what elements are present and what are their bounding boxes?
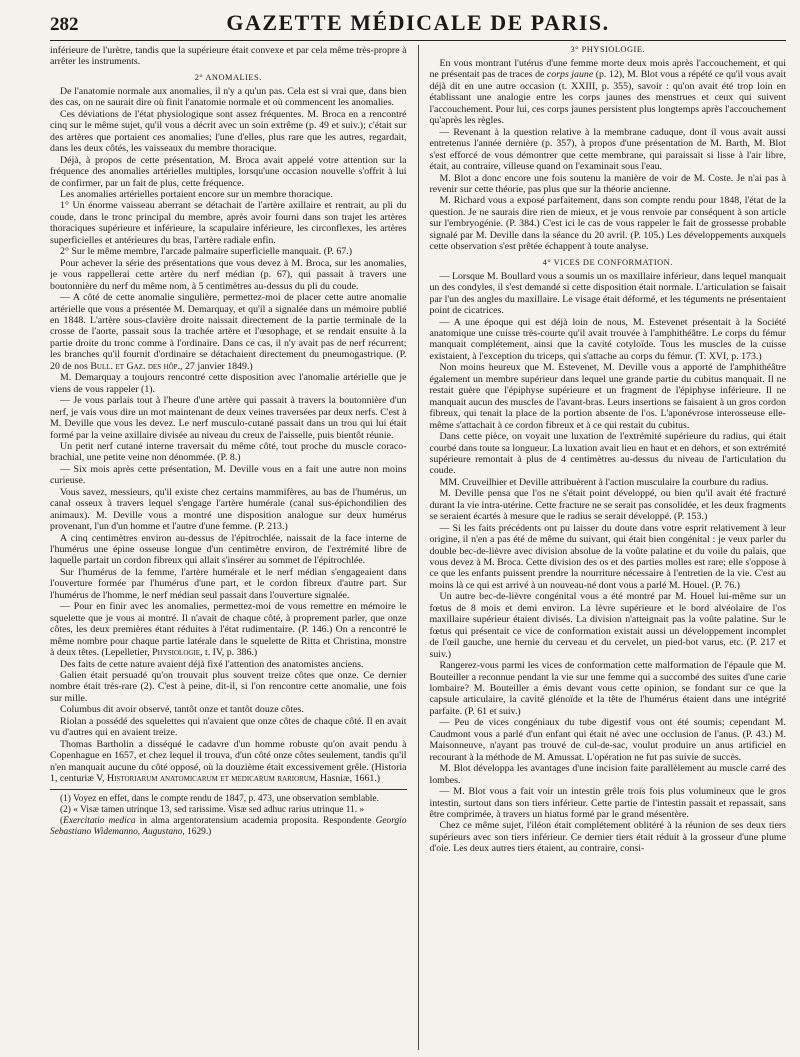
paragraph: Columbus dit avoir observé, tantôt onze et tantôt douze côtes. [60,704,304,716]
footnote-rule [50,789,407,790]
right-column [429,45,786,1050]
paragraph: — Je vous parlais tout à l'heure d'une artère qui passait à travers la boutonnière d'un nerf, je vais vous dire un mot maintenant de deux veines traversées par deux nerfs. C'est à M. Deville que vous les devez. Le nerf musculo-cutané passait dans un trou qui lui était formé par la veine axillaire divisée au niveau du creux de l'aisselle, puis bientôt réunie. [50,395,407,441]
book-reference: Historiarum anatomicarum et medicarum rariorum [106,773,316,785]
footnote-1: (1) Voyez en effet, dans le compte rendu de 1847, p. 473, une observation semblable. [60,793,379,804]
paragraph: M. Richard vous a exposé parfaitement, dans son compte rendu pour 1848, l'état de la question. Je ne saurais dire rien de mieux, et je vous renvoie par conséquent à son article sur l'embryogénie. (P. 384.) C'est ici le cas de vous rappeler le fait de grossesse probable signalé par M. Deville dans la séance du 20 avril. (P. 105.) Les développements auxquels cette observation s'est prêtée échappent à toute analyse. [429,195,786,253]
paragraph: Dans cette pièce, on voyait une luxation de l'extrémité supérieure du radius, qui était courbé dans toute sa longueur. La luxation avait lieu en haut et en dehors, et son extrémité supérieure remontait à plus de 4 centimètres au-dessus du niveau de l'articulation du coude. [429,431,786,477]
text-run: ( [60,815,64,826]
paragraph: M. Deville pensa que l'os ne s'était point développé, ou bien qu'il avait été fracturé durant la vie intra-utérine. Cette fracture ne se serait pas consolidée, et les deux fragments se seraient écartés à mesure que le radius se serait développé. (P. 153.) [429,488,786,523]
paragraph: — Peu de vices congéniaux du tube digestif vous ont été soumis; cependant M. Caudmont vous a parlé d'un enfant qui était né avec une occlusion de l'anus. (P. 43.) M. Maisonneuve, n'ayant pas trouvé de cul-de-sac, voulut produire un anus artificiel en recourant à la méthode de M. Amussat. L'opération ne fut pas suivie de succès. [429,717,786,763]
text-run: (p. 12), M. Blot vous a répété ce qu'il vous avait déjà dit en une autre occasion (t. XXIII, p. 355), savoir : qu'on avait été trop loin en établissant une analogie entre les corps jaunes des menstrues et ceux qui suivent l'accouchement. Pour lui, ces corps jaunes persistent plus longtemps après l'accouchement qu'après les règles. [429,69,786,127]
paragraph: M. Blot développa les avantages d'une incision faite parallèlement au muscle carré des lombes. [429,763,786,786]
text-run: En vous montrant l'utérus d'une femme morte deux mois après l'accouchement, et qui ne présentait pas de traces de [429,58,786,81]
paragraph [50,601,407,658]
paragraph: Riolan a possédé des squelettes qui n'avaient que onze côtes de chaque côté. Il en avait vu d'autres qui en avaient treize. [50,715,407,739]
footnote-2: (2) « Visæ tamen utrinque 13, sed rarissime. Visæ sed adhuc rarius utrinque 11. » [60,804,365,815]
paragraph: — Si les faits précédents ont pu laisser du doute dans votre esprit relativement à leur origine, il n'en a pas été de même du suivant, qui était bien congénital : je veux parler du double bec-de-lièvre avec division absolue de la voûte palatine et du voile du palais, que vous devez à M. Broca. Cette division des os et des parties molles est rare; elle s'oppose à ce que les enfants puissent prendre la nourriture nécessaire à l'entretien de la vie. C'est au moins là ce qui est arrivé à un nouveau-né dont vous a parlé M. Houel. (P. 76.) [429,522,786,591]
paragraph: Un autre bec-de-lièvre congénital vous a été montré par M. Houel lui-même sur un fœtus de 8 mois et demi environ. La lèvre supérieure et le bord alvéolaire de l'os maxillaire supérieur étaient divisés. La division n'atteignait pas la voûte palatine. Sur le fœtus qui présentait ce vice de conformation existait aussi un développement incomplet de l'œil gauche, une hernie du cerveau et du cervelet, un pied-bot varus, etc. (P. 217 et suiv.) [429,591,786,660]
paragraph: inférieure de l'urètre, tandis que la supérieure était convexe et par cela même très-propre à arrêter les instruments. [50,45,407,68]
book-reference: Physiologie [152,647,201,659]
text-run: , t. IV, p. 386.) [200,647,258,659]
paragraph: Un petit nerf cutané interne traversait du même côté, tout proche du muscle coraco-brachial, une petite veine non dénommée. (P. 8.) [50,440,407,464]
section-heading-anomalies: 2° ANOMALIES. [194,72,262,82]
italic-run: Exercitatio medica [63,815,136,826]
text-run: — Pour en finir avec les anomalies, permettez-moi de vous remettre en mémoire le squelette que je vous ai montré. Il n'avait de chaque côté, à proprement parler, que onze côtes, les deux premières étant réduites à l'état rudimentaire. (P. 146.) On a rencontré le même nombre pour chaque partie latérale dans le squelette de Ritta et Christina, monstre à deux têtes. (Lepelletier, [50,601,407,659]
text-run: in alma argentoratensium academia proposita. Respondente [135,815,376,826]
journal-reference: Bull. et Gaz. des hôp. [90,360,181,372]
paragraph: Rangerez-vous parmi les vices de conformation cette malformation de l'épaule que M. Bouteiller a reconnue pendant la vie sur une femme qui a succombé des suites d'une carie lombaire? M. Bouteiller a émis devant vous cette opinion, se fondant sur ce que la capsule articulaire, la cavité glénoïde et la tête de l'humérus étaient dans une intégrité parfaite. (P. 61 et suiv.) [429,660,786,717]
paragraph: Déjà, à propos de cette présentation, M. Broca avait appelé votre attention sur la fréquence des anomalies artérielles multiples, lorsqu'une occasion nouvelle s'offrit à lui de confirmer, par un fait de plus, cette fréquence. [50,154,407,189]
paragraph: Ces déviations de l'état physiologique sont assez fréquentes. M. Broca en a rencontré cinq sur le même sujet, qu'il vous a décrit avec un soin extrême (p. 49 et suiv.); c'était sur des artères que portaient ces anomalies; l'une d'elles, plus rare que les autres, regardait, dans les deux côtés, les vaisseaux du membre thoracique. [50,108,407,155]
paragraph: Non moins heureux que M. Estevenet, M. Deville vous a apporté de l'amphithéâtre également un membre supérieur dans lequel une grande partie du cubitus manquait. Il ne restait guère que l'épiphyse supérieure et un fragment de l'épiphyse inférieure. Il ne manquait aucun des muscles de l'avant-bras. Leurs insertions se faisaient à un gros cordon fibreux, qui tenait la place de la portion absente de l'os. L'aponévrose interosseuse elle-même s'attachait à ce cordon fibreux et à ce qui restait du cubitus. [429,362,786,431]
columns [50,45,786,1050]
text-run: , 1629.) [182,826,212,837]
text-run: , Hasniæ, 1661.) [315,773,381,785]
paragraph: 1° Un énorme vaisseau aberrant se détachait de l'artère axillaire et rentrait, au pli du coude, dans le tronc principal du membre, après avoir fourni dans son trajet les artères thoraciques supérieure et inférieure, la scapulaire inférieure, les circonflexes, les artères superficielles et antérieures du bras, l'artère radiale enfin. [50,200,407,246]
journal-title: GAZETTE MÉDICALE DE PARIS. [226,10,610,35]
paragraph: Des faits de cette nature avaient déjà fixé l'attention des anatomistes anciens. [60,658,364,670]
footnotes [50,794,407,838]
paragraph: Sur l'humérus de la femme, l'artère humérale et le nerf médian s'engageaient dans l'ouverture formée par l'humérus d'une part, et le cordon fibreux d'autre part. Sur l'humérus de l'homme, le nerf médian seul passait dans l'ouverture signalée. [50,566,407,601]
text-run: — A côté de cette anomalie singulière, permettez-moi de placer cette autre anomalie artérielle que vous a présentée M. Demarquay, et qu'il a signalée dans un mémoire publié en 1848. L'artère sous-clavière droite naissait directement de la partie terminale de la crosse de l'aorte, passait sous la trachée artère et l'œsophage, et se rendait ensuite à la partie droite du tronc comme à l'ordinaire. Dans ce cas, il n'y avait pas de nerf récurrent; les branches qu'il fournit d'ordinaire se détachaient directement du pneumogastrique. (P. 20 de nos [50,292,407,372]
text-run: Thomas Bartholin a disséqué le cadavre d'un homme robuste qu'on avait pendu à Copenhague en 1657, et chez lequel il trouva, d'un côté onze côtes seulement, tandis qu'il n'en manquait aucune du côté opposé, où la douzième était excessivement grêle. (Historia 1, centuriæ V, [50,738,407,785]
paragraph [50,292,407,372]
footnote-citation [50,816,407,838]
section-heading-vices: 4° VICES DE CONFORMATION. [542,257,673,267]
page-header [50,10,786,41]
paragraph: De l'anatomie normale aux anomalies, il n'y a qu'un pas. Cela est si vrai que, dans bien des cas, on ne saurait dire où finit l'anatomie normale et où commencent les anomalies. [50,85,407,109]
paragraph: Les anomalies artérielles portaient encore sur un membre thoracique. [60,188,333,200]
page-number: 282 [50,14,79,35]
column-divider [418,45,419,1050]
paragraph: — Revenant à la question relative à la membrane caduque, dont il vous avait aussi entretenus l'année dernière (p. 357), à propos d'une présentation de M. Barth, M. Blot s'est efforcé de vous démontrer que cette membrane, qui paraissait si lisse à l'air libre, était, au contraire, villeuse quand on l'examinait sous l'eau. [429,126,786,173]
paragraph: A cinq centimètres environ au-dessus de l'épitrochlée, naissait de la face interne de l'humérus une épine osseuse longue d'un centimètre environ, de l'extrémité libre de laquelle partait un cordon fibreux qui allait s'insérer au sommet de l'épitrochlée. [50,532,407,567]
paragraph: M. Demarquay a toujours rencontré cette disposition avec l'anomalie artérielle que je viens de vous rappeler (1). [50,372,407,395]
paragraph: — Six mois après cette présentation, M. Deville vous en a fait une autre non moins curieuse. [50,463,407,487]
paragraph: MM. Cruveilhier et Deville attribuèrent à l'action musculaire la courbure du radius. [439,476,769,488]
paragraph: M. Blot a donc encore une fois soutenu la manière de voir de M. Coste. Je n'ai pas à revenir sur cette théorie, pas plus que sur la théorie ancienne. [429,172,786,195]
section-heading-physiologie: 3° PHYSIOLOGIE. [570,45,646,54]
paragraph: — A une époque qui est déjà loin de nous, M. Estevenet présentait à la Société anatomique une cuisse très-courte qu'il avait trouvée à l'amphithéâtre. Le corps du fémur manquait complétement, ainsi que la cavité cotyloïde. Tous les muscles de la cuisse existaient, à l'exception du triceps, qui s'attache au corps du fémur. (T. XVI, p. 173.) [429,316,786,362]
paragraph: — Lorsque M. Boullard vous a soumis un os maxillaire inférieur, dans lequel manquait un des condyles, il s'est demandé si cette disposition était normale. L'articulation se faisait par l'un des angles du maxillaire. Le visage était déformé, et les téguments ne présentaient point de cicatrices. [429,270,786,317]
paragraph: — M. Blot vous a fait voir un intestin grêle trois fois plus volumineux que le gros intestin, surtout dans son tiers inférieur. Cette partie de l'intestin passait et repassait, sans être comprimée, à travers un hiatus formé par le grand mésentère. [429,786,786,820]
paragraph: Pour achever la série des présentations que vous devez à M. Broca, sur les anomalies, je vous rappellerai cette artère du nerf médian (p. 67), qui passait à travers une boutonnière du nerf du même nom, à 5 centimètres au-dessus du pli du coude. [50,257,407,292]
paragraph: Vous savez, messieurs, qu'il existe chez certains mammifères, au bas de l'humérus, un canal osseux à travers lequel s'engage l'artère humérale (canal sus-épichondilien des animaux). M. Deville vous a montré une disposition analogue sur deux humérus provenant, l'un d'un homme et l'autre d'une femme. (P. 213.) [50,486,407,533]
italic-run: corps jaune [546,69,594,81]
paragraph: Chez ce même sujet, l'iléon était complétement oblitéré à la réunion de ses deux tiers supérieurs avec son tiers inférieur. Ce dernier tiers était réduit à la grosseur d'une plume d'oie. Les deux autres tiers étaient, au contraire, consi- [429,820,786,855]
text-run: , 27 janvier 1849.) [180,360,253,372]
paragraph: Galien était persuadé qu'on trouvait plus souvent treize côtes que onze. Ce dernier nombre était très-rare (2). C'est à peine, dit-il, si l'on rencontre cette anomalie, une fois sur mille. [50,670,407,704]
paragraph [429,58,786,127]
italic-run: Georgio Sebastiano Widemanno, Augustano [50,815,407,837]
paragraph: 2° Sur le même membre, l'arcade palmaire superficielle manquait. (P. 67.) [60,246,352,258]
paragraph [50,739,407,785]
left-column [50,45,407,1050]
